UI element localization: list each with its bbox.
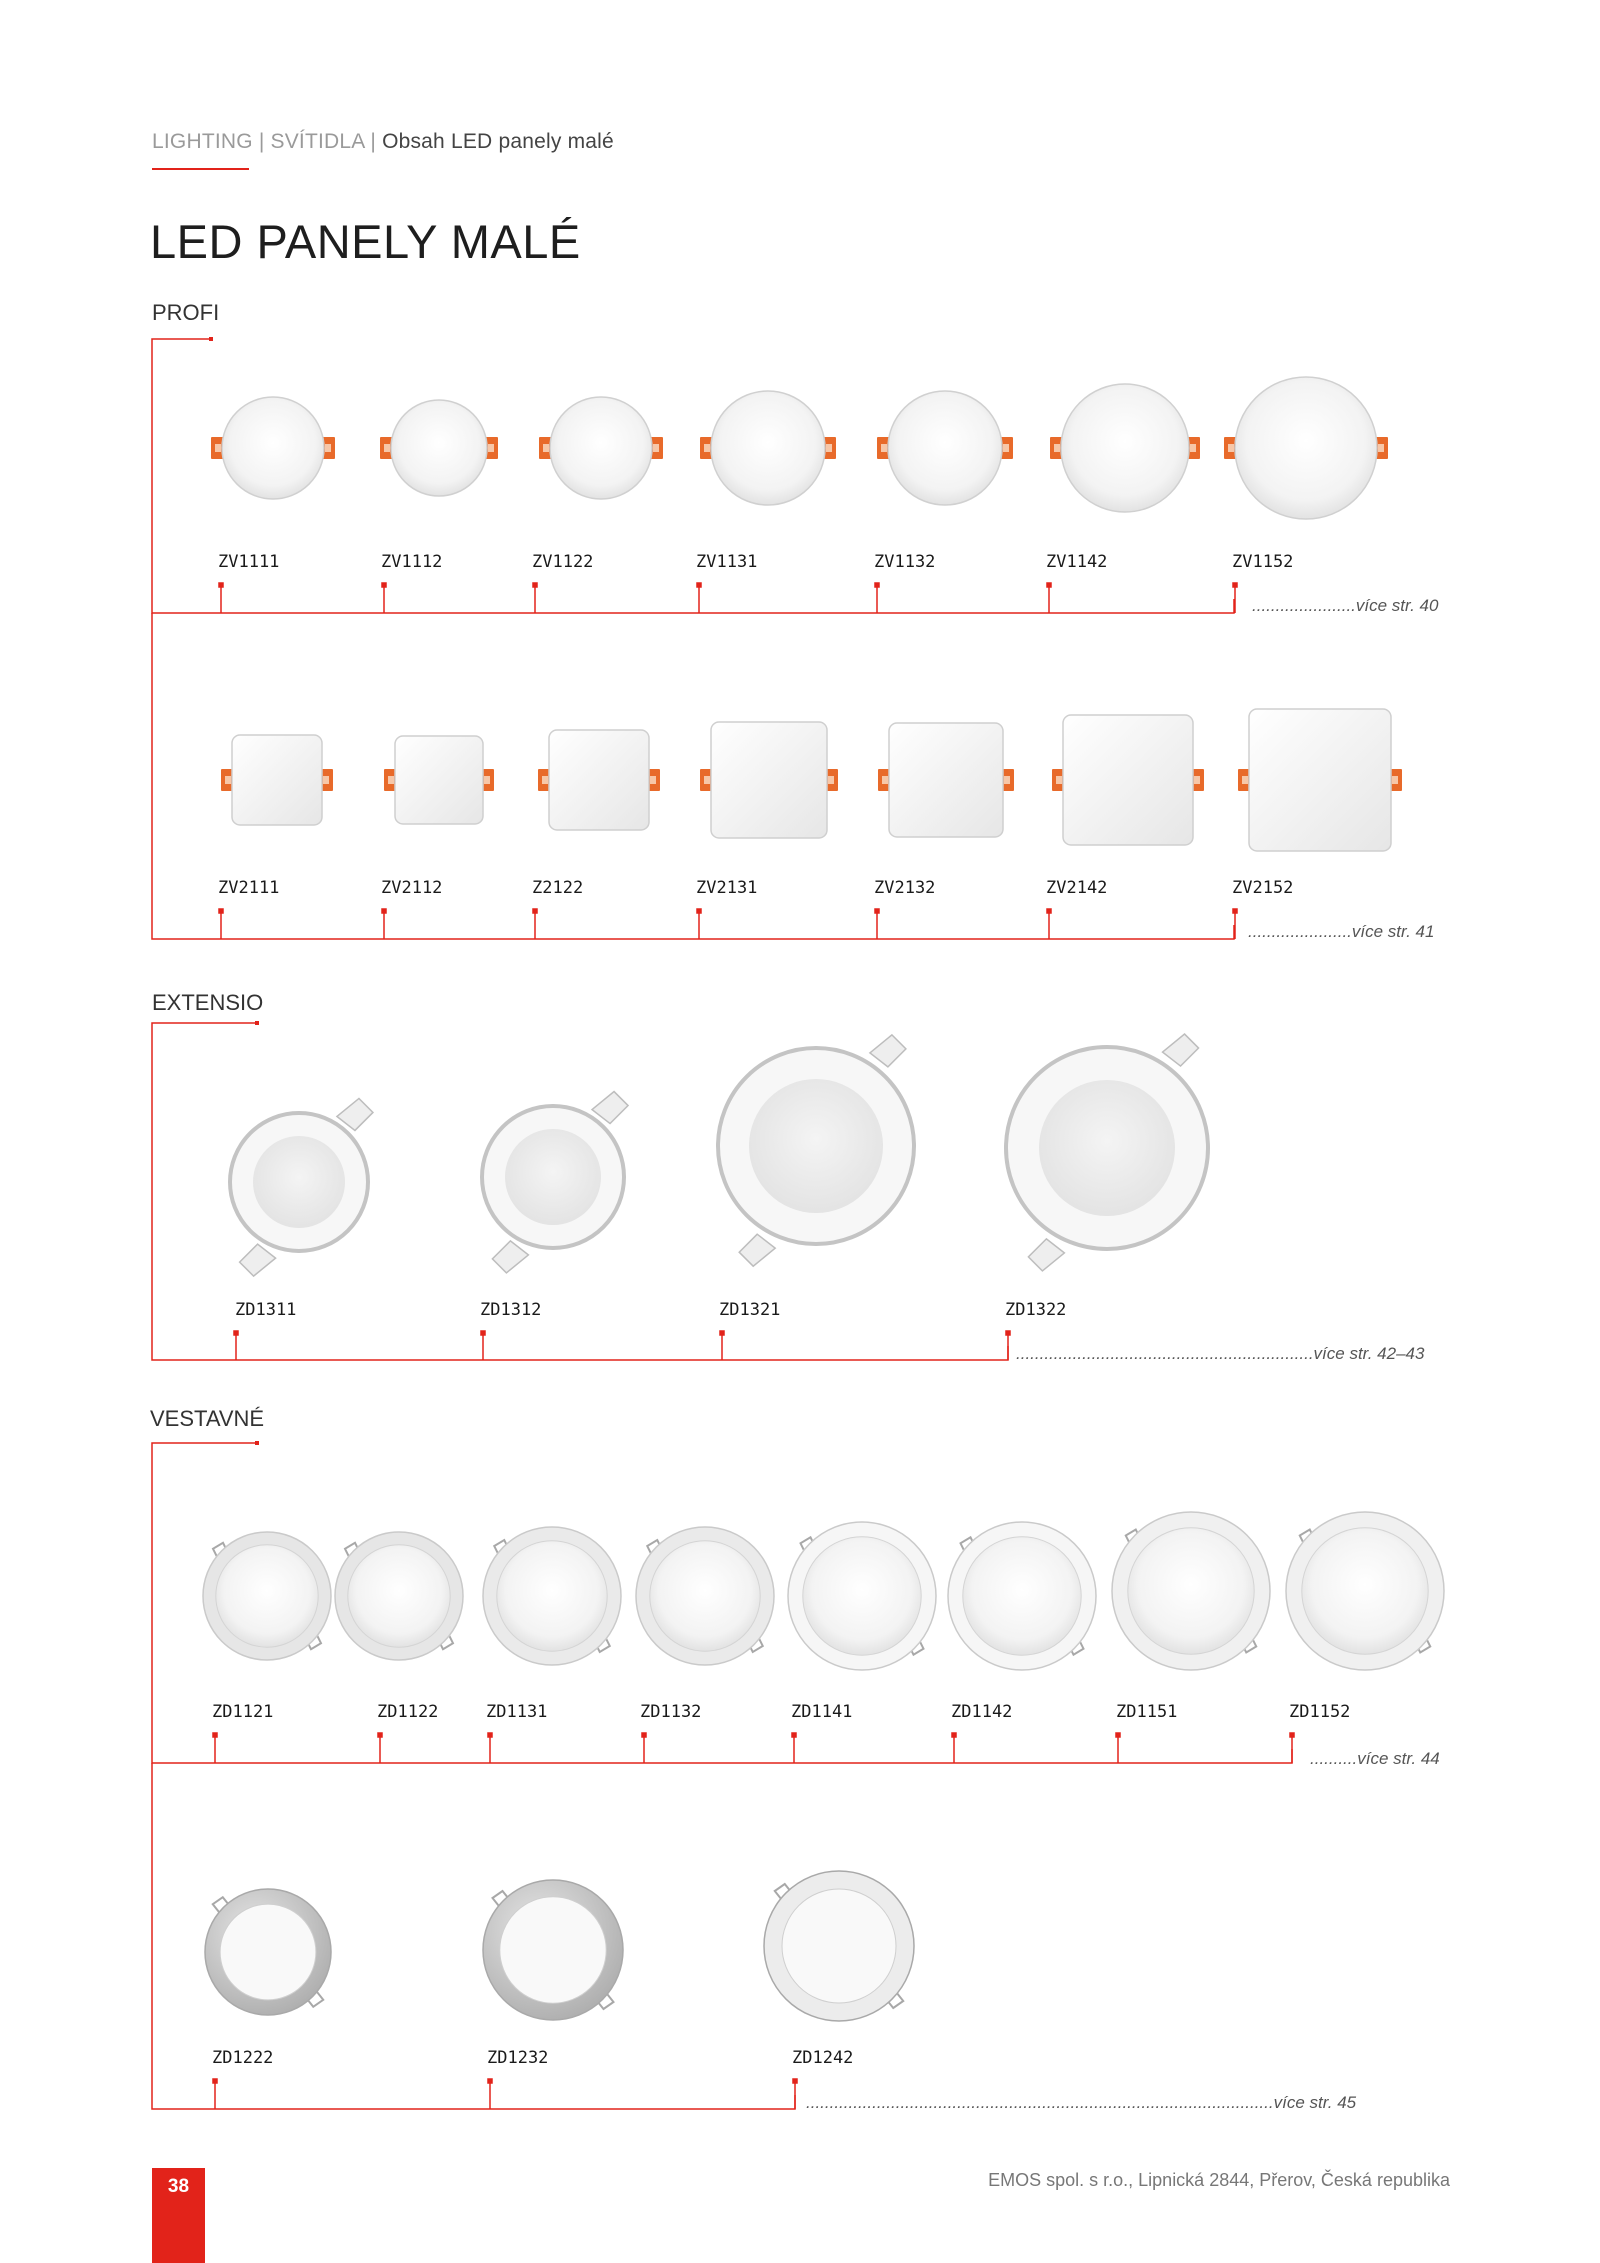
profi-round-products (211, 377, 1388, 519)
product-code[interactable]: ZD1321 (719, 1300, 781, 1320)
product-image-round-panel[interactable] (877, 391, 1013, 505)
product-image-recessed-downlight[interactable] (1286, 1512, 1444, 1670)
product-code[interactable]: ZV1112 (381, 552, 443, 572)
breadcrumb-lighting[interactable]: LIGHTING (152, 130, 253, 153)
product-code[interactable]: ZV1132 (874, 552, 936, 572)
section-label-profi: PROFI (152, 300, 220, 325)
product-code[interactable]: Z2122 (532, 878, 584, 898)
product-image-square-panel[interactable] (221, 735, 333, 825)
product-code[interactable]: ZV2142 (1046, 878, 1108, 898)
product-image-square-panel[interactable] (538, 730, 660, 830)
product-image-square-panel[interactable] (878, 723, 1014, 837)
product-code[interactable]: ZD1151 (1116, 1702, 1178, 1722)
product-image-round-panel[interactable] (380, 400, 498, 496)
product-image-round-panel[interactable] (700, 391, 836, 505)
product-image-extensio-downlight[interactable] (230, 1098, 373, 1276)
product-image-recessed-downlight[interactable] (483, 1880, 623, 2020)
product-code[interactable]: ZD1222 (212, 2048, 274, 2068)
product-code[interactable]: ZV1122 (532, 552, 594, 572)
section-label-extensio: EXTENSIO (152, 990, 264, 1015)
page-title: LED PANELY MALÉ (150, 215, 581, 268)
product-code[interactable]: ZD1312 (480, 1300, 542, 1320)
product-image-square-panel[interactable] (1052, 715, 1204, 845)
see-more-link[interactable]: ...............................................................více str. 42–43 (1016, 1344, 1425, 1363)
breadcrumb: LIGHTING | SVÍTIDLA | Obsah LED panely malé (152, 130, 614, 153)
product-image-recessed-downlight[interactable] (335, 1532, 463, 1660)
product-code[interactable]: ZD1232 (487, 2048, 549, 2068)
product-image-recessed-downlight[interactable] (483, 1527, 621, 1665)
product-image-recessed-downlight[interactable] (1112, 1512, 1270, 1670)
product-code[interactable]: ZD1311 (235, 1300, 297, 1320)
product-image-round-panel[interactable] (211, 397, 335, 499)
product-code[interactable]: ZD1242 (792, 2048, 854, 2068)
product-image-extensio-downlight[interactable] (718, 1035, 914, 1266)
profi-square-products (221, 709, 1402, 851)
product-image-extensio-downlight[interactable] (482, 1092, 628, 1273)
product-code[interactable]: ZV2112 (381, 878, 443, 898)
product-code[interactable]: ZD1142 (951, 1702, 1013, 1722)
product-code[interactable]: ZD1122 (377, 1702, 439, 1722)
vestavne-products (203, 1512, 1444, 2021)
product-code[interactable]: ZD1131 (486, 1702, 548, 1722)
product-image-square-panel[interactable] (1238, 709, 1402, 851)
product-code[interactable]: ZV2152 (1232, 878, 1294, 898)
product-image-round-panel[interactable] (1224, 377, 1388, 519)
product-image-round-panel[interactable] (1050, 384, 1200, 512)
see-more-link[interactable]: ...................................................................................................více str. 45 (806, 2093, 1357, 2112)
product-image-round-panel[interactable] (539, 397, 663, 499)
product-code[interactable]: ZV2131 (696, 878, 758, 898)
product-image-square-panel[interactable] (384, 736, 494, 824)
extensio-products (230, 1034, 1208, 1276)
product-image-recessed-downlight[interactable] (203, 1532, 331, 1660)
product-image-extensio-downlight[interactable] (1006, 1034, 1208, 1271)
see-more-link[interactable]: ......................více str. 40 (1252, 596, 1439, 615)
product-code[interactable]: ZV2111 (218, 878, 280, 898)
see-more-link[interactable]: ......................více str. 41 (1248, 922, 1435, 941)
section-label-vestavne: VESTAVNÉ (150, 1406, 265, 1431)
product-code[interactable]: ZD1141 (791, 1702, 853, 1722)
see-more-link[interactable]: ..........více str. 44 (1310, 1749, 1440, 1768)
product-code[interactable]: ZD1121 (212, 1702, 274, 1722)
product-code[interactable]: ZD1152 (1289, 1702, 1351, 1722)
product-code[interactable]: ZV1152 (1232, 552, 1294, 572)
product-image-square-panel[interactable] (700, 722, 838, 838)
breadcrumb-current: Obsah LED panely malé (382, 130, 614, 153)
page-number: 38 (167, 2176, 190, 2197)
product-image-recessed-downlight[interactable] (788, 1522, 936, 1670)
product-code[interactable]: ZV1131 (696, 552, 758, 572)
footer-company: EMOS spol. s r.o., Lipnická 2844, Přerov, Česká republika (988, 2170, 1450, 2190)
product-code[interactable]: ZV1142 (1046, 552, 1108, 572)
product-code[interactable]: ZV2132 (874, 878, 936, 898)
breadcrumb-svitidla[interactable]: SVÍTIDLA (270, 130, 365, 153)
product-image-recessed-downlight[interactable] (764, 1871, 914, 2021)
product-code[interactable]: ZD1132 (640, 1702, 702, 1722)
product-code[interactable]: ZV1111 (218, 552, 280, 572)
product-code[interactable]: ZD1322 (1005, 1300, 1067, 1320)
product-image-recessed-downlight[interactable] (636, 1527, 774, 1665)
product-image-recessed-downlight[interactable] (948, 1522, 1096, 1670)
product-image-recessed-downlight[interactable] (205, 1889, 331, 2015)
